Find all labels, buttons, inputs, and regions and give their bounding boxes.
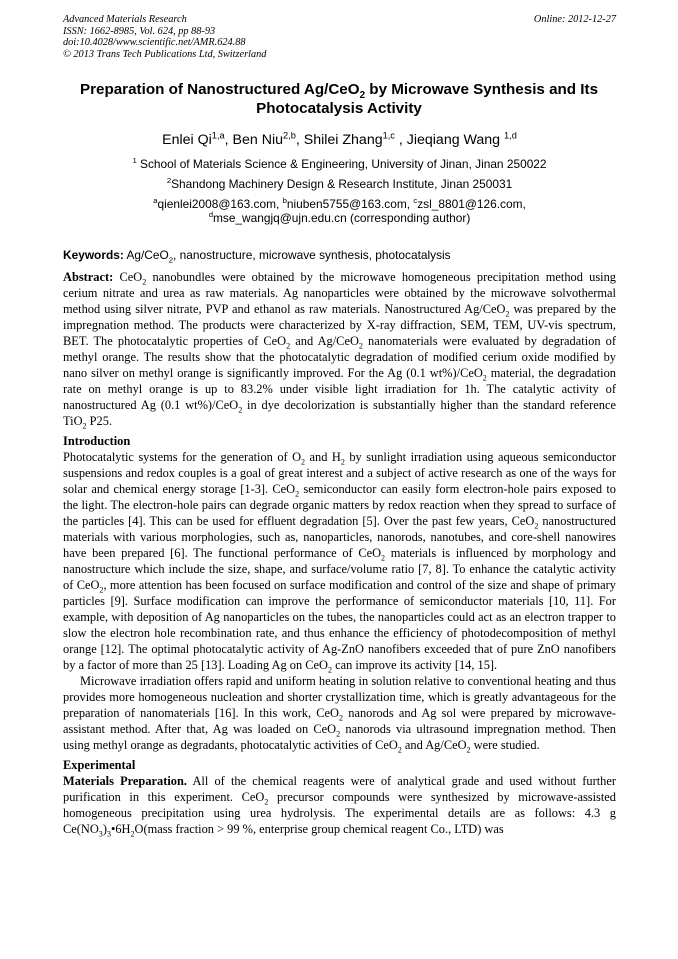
abstract-text: CeO: [113, 270, 143, 284]
keywords-text: Ag/CeO: [123, 248, 169, 262]
title-text: by Microwave Synthesis and Its Photocatalysis Activity: [256, 81, 599, 117]
journal-name: Advanced Materials Research: [63, 14, 187, 25]
abstract-paragraph: [63, 269, 616, 429]
intro-subscript: 2: [466, 745, 471, 755]
author-emails: [63, 198, 616, 225]
intro-text: materials is influenced by morphology and nanostructure which include the size, shape, and surface/volume ratio [7, 8]. To enhance the catalytic activity of CeO: [63, 546, 616, 592]
author-affil-mark: 1,d: [504, 130, 517, 141]
email-text: qienlei2008@163.com,: [157, 197, 283, 211]
email-text: mse_wangjq@ujn.edu.cn (corresponding author): [212, 210, 471, 225]
abstract-subscript: 2: [238, 405, 243, 415]
abstract-text: was prepared by the impregnation method. The products were characterized by X-ray diffraction, SEM, TEM, UV-vis spectrum, BET. The photocatalytic properties of CeO: [63, 302, 616, 348]
abstract-subscript: 2: [286, 341, 291, 351]
email-mark: c: [413, 196, 418, 206]
experimental-text: O(mass fraction > 99 %, enterprise group chemical reagent Co., LTD) was: [134, 822, 504, 836]
experimental-text: •6H: [111, 822, 131, 836]
journal-copyright: © 2013 Trans Tech Publications Ltd, Switzerland: [63, 48, 267, 60]
experimental-paragraph: [63, 773, 616, 837]
author-list: [63, 131, 616, 149]
intro-text: were studied.: [470, 738, 540, 752]
keywords-subscript: 2: [168, 255, 174, 265]
experimental-subscript: 3: [106, 829, 111, 839]
intro-text: can improve its activity [14, 15].: [331, 658, 498, 672]
experimental-subscript: 2: [264, 797, 269, 807]
email-mark: a: [153, 196, 158, 206]
journal-doi: doi:10.4028/www.scientific.net/AMR.624.88: [63, 37, 246, 49]
intro-text: and H: [305, 450, 341, 464]
author-affil-mark: 1,c: [382, 130, 395, 141]
abstract-subscript: 2: [82, 421, 87, 431]
affiliation-number: 1: [132, 156, 137, 166]
author-name: , Ben Niu: [224, 132, 284, 148]
section-heading-introduction: Introduction: [63, 434, 131, 448]
intro-text: nanostructured materials with various morphologies, such as, nanoparticles, nanorods, nanotubes, and core-shell nanowires have been prepared [6]. The functional performance of CeO: [63, 514, 616, 560]
journal-issn: ISSN: 1662-8985, Vol. 624, pp 88-93: [63, 25, 216, 37]
intro-subscript: 2: [327, 665, 332, 675]
experimental-subscript: 3: [98, 829, 103, 839]
abstract-subscript: 2: [358, 341, 363, 351]
abstract-text: in dye decolorization is substantially higher than the standard reference TiO: [63, 398, 616, 428]
intro-subscript: 2: [534, 521, 539, 531]
abstract-text: material, the degradation rate on methyl orange is up to 83.2% under visible light irradiation for 1h. The catalytic activity of nanostructured Ag (0.1 wt%)/CeO: [63, 366, 617, 412]
intro-subscript: 2: [99, 585, 104, 595]
author-affil-mark: 1,a: [211, 130, 225, 141]
title-text: Preparation of Nanostructured Ag/CeO: [79, 81, 360, 98]
experimental-text: ): [102, 822, 107, 836]
section-heading-experimental: Experimental: [63, 758, 136, 772]
email-line-1: [63, 198, 616, 212]
email-text: zsl_8801@126.com,: [417, 197, 526, 211]
affiliation-number: 2: [166, 176, 172, 186]
keywords-text: , nanostructure, microwave synthesis, photocatalysis: [173, 248, 451, 262]
paper-body: [63, 269, 616, 837]
intro-subscript: 2: [340, 457, 345, 467]
intro-text: and Ag/CeO: [401, 738, 467, 752]
abstract-text: P25.: [86, 414, 113, 428]
intro-text: Photocatalytic systems for the generation of O: [63, 450, 302, 464]
experimental-subscript: 2: [130, 829, 135, 839]
experimental-text: All of the chemical reagents were of analytical grade and used without further purification in this experiment. CeO: [63, 774, 616, 804]
keywords-label: Keywords:: [63, 248, 124, 262]
author-name: , Shilei Zhang: [295, 132, 383, 148]
experimental-text: precursor compounds were synthesized by microwave-assisted homogeneous precipitation using urea hydrolysis. The experimental details are as follows: 4.3 g Ce(NO: [63, 790, 616, 836]
email-line-2: [63, 209, 616, 226]
affiliation-1: [63, 157, 616, 172]
intro-subscript: 2: [397, 745, 402, 755]
intro-paragraph-2: [63, 673, 616, 753]
paper-title: [55, 80, 623, 118]
abstract-text: nanomaterials were evaluated by degradation of methyl orange. The results show that the photocatalytic degradation of modified cerium oxide modified by nano silver on methyl orange is significantly improved. For the Ag (0.1 wt%)/CeO: [63, 334, 616, 380]
email-mark: d: [208, 209, 213, 219]
abstract-text: and Ag/CeO: [290, 334, 359, 348]
intro-paragraph-1: [63, 449, 616, 673]
abstract-subscript: 2: [482, 373, 487, 383]
intro-text: semiconductor can easily form electron-hole pairs exposed to the light. The electron-hole pairs can degrade organic matters by redox reaction when they spread to surface of the particles [4]. This can be used for effluent degradation [5]. Over the past few years, CeO: [63, 482, 616, 528]
intro-subscript: 2: [339, 713, 344, 723]
intro-subscript: 2: [301, 457, 306, 467]
intro-text: nanorods via ultrasound impregnation method. Then using methyl orange as degradants, photocatalytic activities of CeO: [63, 722, 616, 752]
intro-text: Microwave irradiation offers rapid and uniform heating in solution relative to conventional heating and thus provides more homogeneous nucleation and shorter crystallization time, which is greatly advantageous for the preparation of nanomaterials [16]. In this work, CeO: [63, 674, 616, 720]
author-name: Enlei Qi: [162, 132, 212, 148]
intro-text: by sunlight irradiation using aqueous semiconductor suspensions and redox couples is a goal of great interest and a subject of active research as one of the ways for solar and chemical energy storage [1-3]. CeO: [63, 450, 616, 496]
intro-subscript: 2: [381, 553, 386, 563]
affiliation-text: Shandong Machinery Design & Research Institute, Jinan 250031: [171, 177, 513, 191]
intro-text: nanorods and Ag sol were prepared by microwave-assistant method. After that, Ag was loaded on CeO: [63, 706, 616, 736]
email-text: niuben5755@163.com,: [286, 197, 414, 211]
affiliation-2: [63, 177, 616, 192]
intro-text: , more attention has been focused on surface modification and control of the size and shape of primary particles [9]. Surface modification can improve the performance of semiconductor materials [10, 11]. For example, with deposition of Ag nanoparticles on the tubes, the nanoparticles could act as an electron trapper to slow the electron hole recombination rate, and thus enhance the efficiency of photodecomposition of methyl orange [12]. The optimal photocatalytic activity of Ag-ZnO nanofibers exceeded that of pure ZnO nanofibers by a factor of more than 25 [13]. Loading Ag on CeO: [63, 578, 617, 672]
journal-header: [63, 14, 616, 60]
abstract-label: Abstract:: [63, 270, 114, 284]
abstract-text: nanobundles were obtained by the microwave homogeneous precipitation method using cerium nitrate and urea as raw materials. Ag nanoparticles were obtained by the microwave solvothermal method using silver nitrate, PVP and ethanol as raw materials. Nanostructured Ag/CeO: [63, 270, 616, 316]
author-name: , Jieqiang Wang: [394, 132, 505, 148]
subsection-label: Materials Preparation.: [63, 774, 187, 788]
email-mark: b: [282, 196, 287, 206]
affiliation-text: School of Materials Science & Engineering, University of Jinan, Jinan 250022: [136, 157, 547, 171]
title-subscript: 2: [359, 90, 366, 102]
author-affil-mark: 2,b: [283, 130, 296, 141]
intro-subscript: 2: [295, 489, 300, 499]
abstract-subscript: 2: [142, 277, 147, 287]
abstract-subscript: 2: [505, 309, 510, 319]
intro-subscript: 2: [336, 729, 341, 739]
keywords: [63, 248, 616, 263]
online-date: Online: 2012-12-27: [533, 14, 616, 25]
